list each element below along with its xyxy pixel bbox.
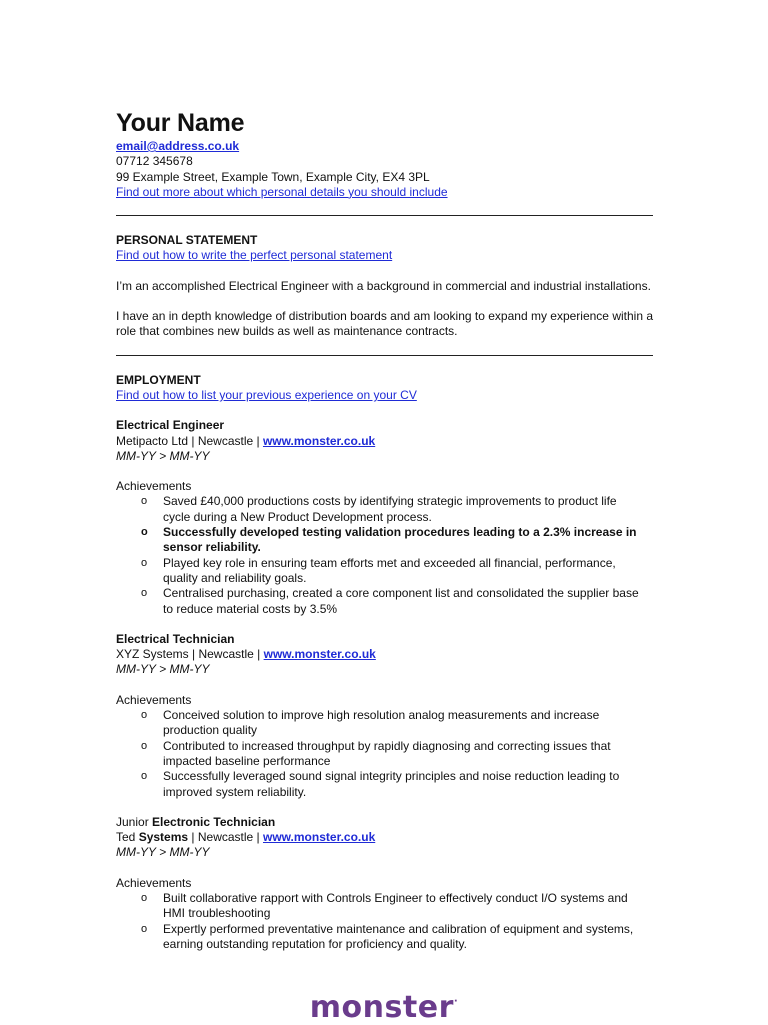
bullet-icon: o (141, 922, 148, 935)
job-entry (116, 815, 656, 952)
candidate-name: Your Name (116, 109, 245, 137)
company-website-link[interactable]: www.monster.co.uk (262, 433, 376, 448)
statement-paragraph: I’m an accomplished Electrical Engineer with a background in commercial and industrial installations. (116, 278, 651, 293)
company-website-link[interactable]: www.monster.co.uk (263, 647, 376, 662)
bullet-icon: o (141, 709, 148, 722)
phone-number: 07712 345678 (116, 154, 193, 169)
personal-details-link[interactable]: Find out more about which personal details you should include (116, 184, 448, 199)
personal-statement-link[interactable]: Find out how to write the perfect personal statement (116, 248, 393, 263)
bullet-icon: o (141, 495, 148, 508)
list-item: o Conceived solution to improve high resolution analog measurements and increase production quality (141, 708, 600, 738)
job-entry (116, 418, 656, 617)
bullet-icon: o (141, 556, 148, 569)
bullet-icon: o (141, 891, 148, 904)
bullet-icon: o (141, 770, 148, 783)
employment-link[interactable]: Find out how to list your previous experience on your CV (116, 387, 417, 402)
personal-statement-heading: PERSONAL STATEMENT (116, 233, 258, 248)
achievements-label: Achievements (116, 692, 192, 707)
section-divider (116, 355, 653, 356)
list-item: o Built collaborative rapport with Controls Engineer to effectively conduct I/O systems and HMI troubleshooting (141, 890, 628, 921)
achievements-label: Achievements (116, 875, 192, 890)
job-title: Electrical Technician (116, 631, 235, 646)
job-title: Junior Electronic Technician (116, 814, 276, 829)
job-entry (116, 632, 656, 800)
achievements-list (116, 891, 656, 952)
address: 99 Example Street, Example Town, Example City, EX4 3PL (116, 169, 430, 184)
list-item: o Contributed to increased throughput by rapidly diagnosing and correcting issues that impacted baseline performance (141, 738, 611, 768)
job-dates: MM-YY > MM-YY (116, 845, 210, 860)
email-link[interactable]: email@address.co.uk (116, 139, 240, 153)
job-company: Metipacto Ltd | Newcastle | (116, 433, 263, 448)
job-dates: MM-YY > MM-YY (116, 662, 210, 677)
bullet-icon: o (141, 739, 148, 752)
achievements-list (116, 708, 656, 800)
achievements-list (116, 494, 656, 616)
bullet-icon: o (141, 526, 148, 539)
job-title: Electrical Engineer (116, 418, 225, 433)
job-company-line: Ted Systems | Newcastle | www.monster.co.uk (116, 830, 376, 845)
job-dates: MM-YY > MM-YY (116, 448, 210, 463)
list-item: o Played key role in ensuring team efforts met and exceeded all financial, performance, quality and reliability goals. (141, 555, 616, 585)
job-company-line (116, 647, 656, 662)
job-company: | Newcastle | (188, 830, 263, 845)
statement-paragraph: I have an in depth knowledge of distribution boards and am looking to expand my experience within a role that combines new builds as well as maintenance contracts. (116, 309, 654, 339)
company-website-link[interactable]: www.monster.co.uk (263, 830, 376, 845)
monster-logo: monster· (309, 990, 459, 1025)
job-company-line (116, 434, 656, 449)
employment-heading: EMPLOYMENT (116, 372, 201, 387)
achievements-label: Achievements (116, 479, 192, 494)
logo-mark-icon: · (453, 996, 459, 1007)
list-item: o Saved £40,000 productions costs by identifying strategic improvements to product life cycle during a New Product Development process. (141, 494, 617, 524)
list-item: o Successfully leveraged sound signal integrity principles and noise reduction leading to improved system reliability. (141, 769, 620, 799)
list-item: o Expertly performed preventative maintenance and calibration of equipment and systems, earning outstanding reputation for proficiency and quality. (141, 921, 634, 951)
section-divider (116, 215, 653, 216)
bullet-icon: o (141, 587, 148, 600)
cv-document (116, 108, 656, 952)
job-company: XYZ Systems | Newcastle | (116, 647, 264, 662)
list-item: o Centralised purchasing, created a core component list and consolidated the supplier base to reduce material costs by 3.5% (141, 586, 639, 616)
list-item: o Successfully developed testing validation procedures leading to a 2.3% increase in sensor reliability. (141, 525, 637, 555)
